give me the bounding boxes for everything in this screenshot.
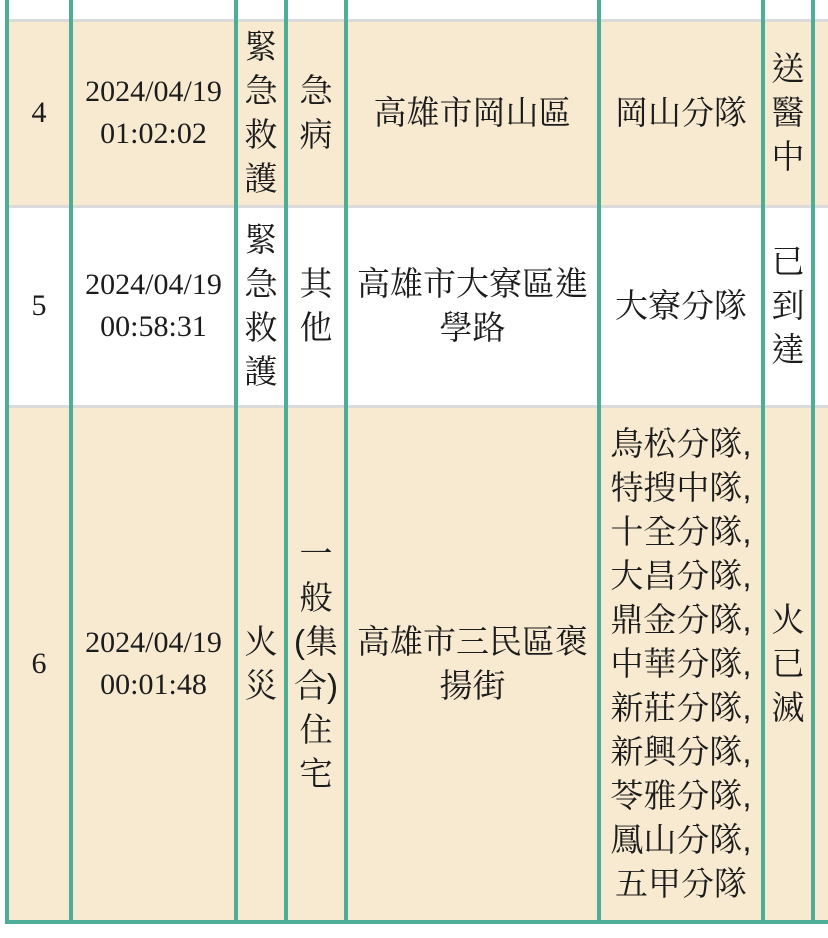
cutoff-column-cell: [813, 406, 828, 922]
row-number-cell: 4: [7, 20, 71, 206]
incident-category-cell: 緊急救護: [236, 20, 286, 206]
responding-units-cell: 大寮分隊: [599, 206, 763, 406]
responding-units-cell: 岡山分隊: [599, 20, 763, 206]
table-row-partial: [7, 0, 828, 20]
table-row: [7, 406, 828, 922]
table-row: [7, 206, 828, 406]
incident-subtype-cell: 一般(集合)住宅: [286, 406, 346, 922]
status-cell: 火已滅: [763, 406, 813, 922]
incident-category-cell: 火災: [236, 406, 286, 922]
dispatch-time-cell: 2024/04/19 00:01:48: [71, 406, 236, 922]
status-cell: [763, 0, 813, 20]
status-cell: 送醫中: [763, 20, 813, 206]
dispatch-table-body: [7, 0, 828, 922]
cutoff-column-cell: [813, 20, 828, 206]
dispatch-table: [5, 0, 828, 924]
incident-subtype-cell: 其他: [286, 206, 346, 406]
incident-category-cell: [236, 0, 286, 20]
table-row: [7, 20, 828, 206]
cutoff-column-cell: [813, 0, 828, 20]
dispatch-time-cell: 2024/04/19 01:02:02: [71, 20, 236, 206]
incident-subtype-cell: 急病: [286, 20, 346, 206]
incident-subtype-cell: [286, 0, 346, 20]
location-cell: 高雄市大寮區進學路: [346, 206, 599, 406]
row-number-cell: 6: [7, 406, 71, 922]
row-number-cell: 5: [7, 206, 71, 406]
responding-units-cell: [599, 0, 763, 20]
responding-units-cell: 鳥松分隊,特搜中隊,十全分隊,大昌分隊,鼎金分隊,中華分隊,新莊分隊,新興分隊,苓雅分隊,鳳山分隊,五甲分隊: [599, 406, 763, 922]
dispatch-time-cell: 2024/04/19 00:58:31: [71, 206, 236, 406]
location-cell: [346, 0, 599, 20]
dispatch-time-cell: [71, 0, 236, 20]
status-cell: 已到達: [763, 206, 813, 406]
row-number-cell: [7, 0, 71, 20]
incident-category-cell: 緊急救護: [236, 206, 286, 406]
location-cell: 高雄市岡山區: [346, 20, 599, 206]
cutoff-column-cell: [813, 206, 828, 406]
location-cell: 高雄市三民區褒揚街: [346, 406, 599, 922]
